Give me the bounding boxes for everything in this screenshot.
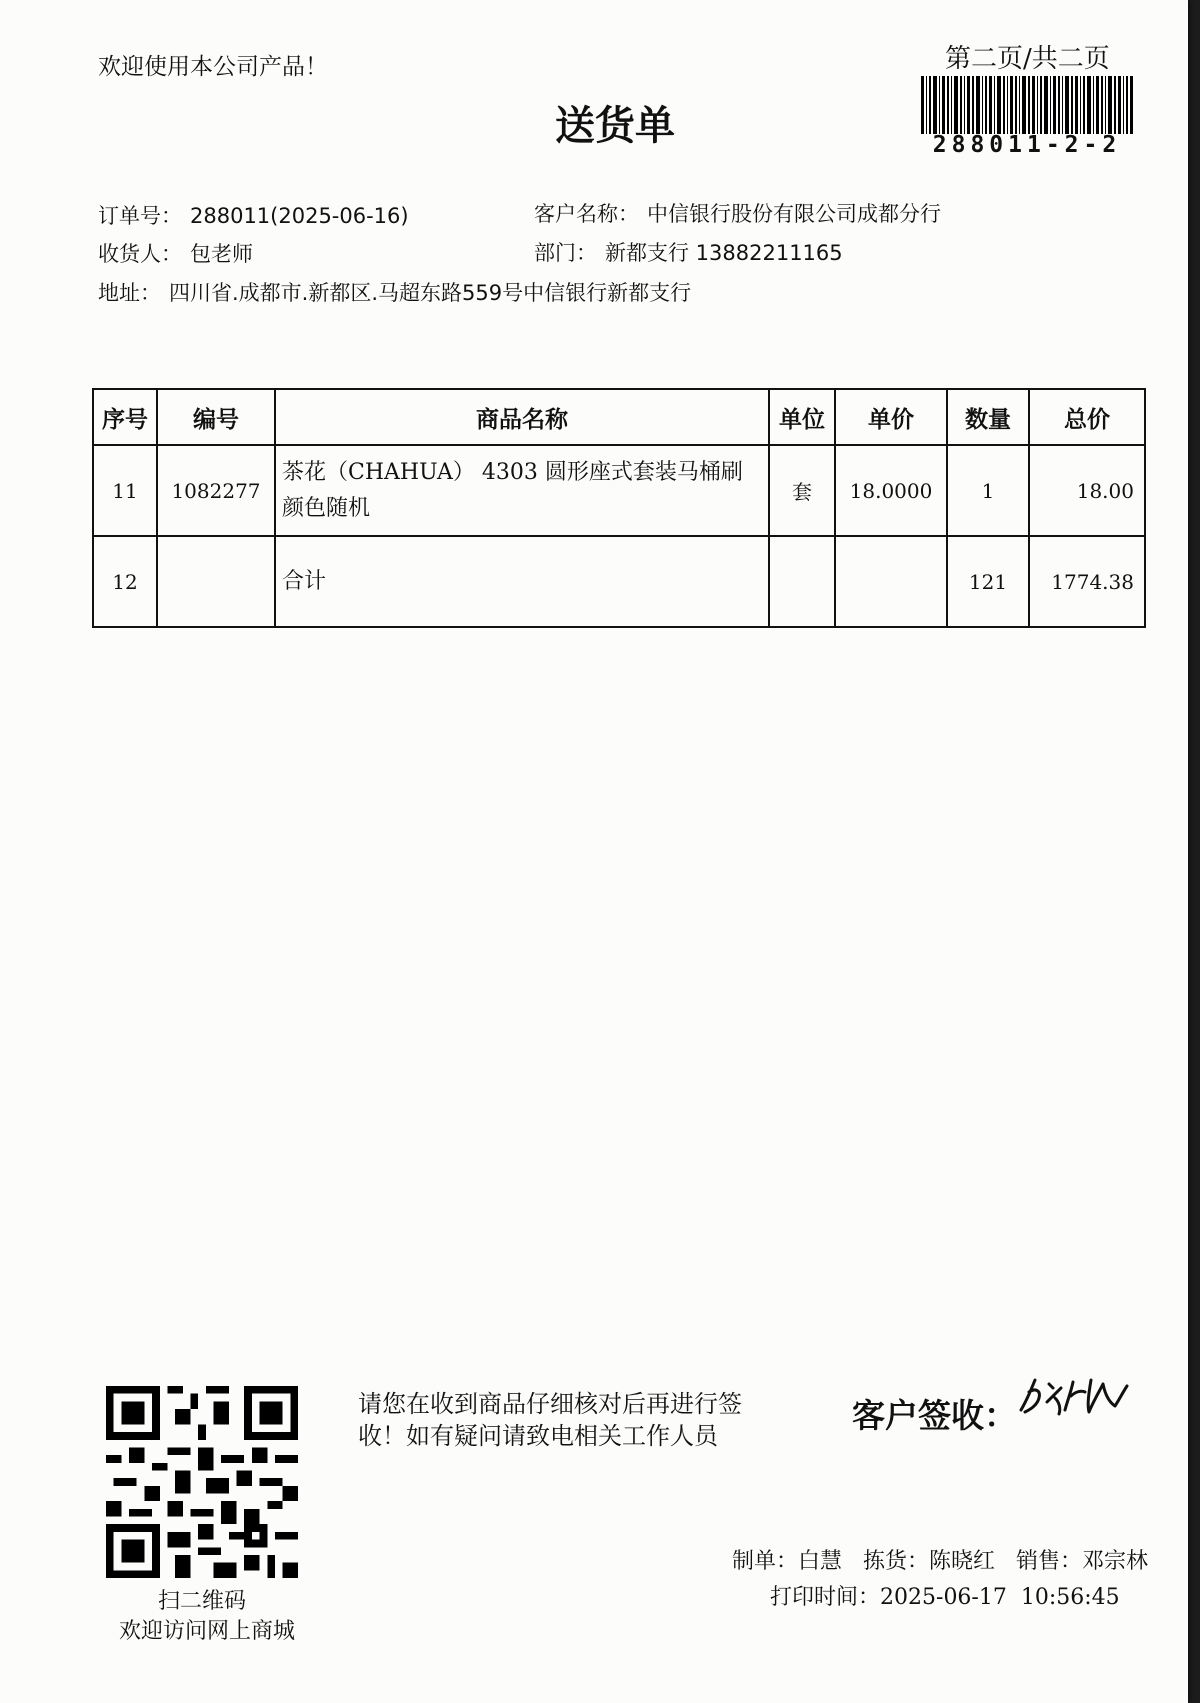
customer-sign-label: 客户签收： <box>852 1396 1017 1435</box>
document-title: 送货单 <box>555 102 675 149</box>
column-header-code: 编号 <box>157 389 275 445</box>
greeting-text: 欢迎使用本公司产品！ <box>98 54 328 80</box>
items-table <box>92 388 1146 628</box>
order-number-label: 订单号： <box>98 204 182 228</box>
address-value: 四川省.成都市.新都区.马超东路559号中信银行新都支行 <box>169 281 692 305</box>
cell-code <box>157 536 275 627</box>
barcode-image <box>921 76 1133 134</box>
order-number-field <box>98 200 409 230</box>
order-number-value: 288011(2025-06-16) <box>190 204 409 228</box>
qr-caption-shop: 欢迎访问网上商城 <box>118 1619 295 1644</box>
department-field <box>534 237 843 267</box>
print-time-line <box>770 1580 1120 1611</box>
department-value: 新都支行 13882211165 <box>605 241 843 265</box>
cell-quantity: 1 <box>947 445 1029 536</box>
cell-product-name: 茶花（CHAHUA） 4303 圆形座式套装马桶刷 颜色随机 <box>275 445 769 536</box>
address-field <box>98 277 691 307</box>
maker-label: 制单： <box>732 1549 799 1574</box>
column-header-seq: 序号 <box>93 389 157 445</box>
customer-name-field <box>534 198 941 228</box>
maker-value: 白慧 <box>798 1549 843 1574</box>
column-header-product-name: 商品名称 <box>275 389 769 445</box>
qr-caption-scan: 扫二维码 <box>157 1589 246 1614</box>
barcode-number: 288011-2-2 <box>932 132 1122 158</box>
cell-total: 1774.38 <box>1029 536 1145 627</box>
column-header-quantity: 数量 <box>947 389 1029 445</box>
qr-code-image <box>106 1386 298 1578</box>
table-row <box>93 445 1145 536</box>
cell-seq: 12 <box>93 536 157 627</box>
picker-label: 拣货： <box>863 1549 930 1574</box>
table-row <box>93 536 1145 627</box>
receiver-label: 收货人： <box>98 242 182 266</box>
print-time-label: 打印时间： <box>770 1585 881 1610</box>
page-indicator: 第二页/共二页 <box>945 44 1110 74</box>
customer-name-value: 中信银行股份有限公司成都分行 <box>647 202 941 226</box>
cell-seq: 11 <box>93 445 157 536</box>
address-label: 地址： <box>98 281 161 305</box>
cell-unit-price: 18.0000 <box>835 445 947 536</box>
cell-product-name: 合计 <box>275 536 769 627</box>
customer-name-label: 客户名称： <box>534 202 639 226</box>
sales-label: 销售： <box>1016 1549 1083 1574</box>
table-header-row <box>93 389 1145 445</box>
department-label: 部门： <box>534 241 597 265</box>
cell-unit <box>769 536 835 627</box>
column-header-unit: 单位 <box>769 389 835 445</box>
cell-code: 1082277 <box>157 445 275 536</box>
handwritten-signature <box>1015 1362 1130 1424</box>
print-time-value: 2025-06-17 10:56:45 <box>880 1585 1120 1610</box>
column-header-unit-price: 单价 <box>835 389 947 445</box>
picker-value: 陈晓红 <box>929 1549 996 1574</box>
cell-quantity: 121 <box>947 536 1029 627</box>
cell-unit-price <box>835 536 947 627</box>
column-header-total: 总价 <box>1029 389 1145 445</box>
staff-line <box>732 1544 1148 1575</box>
cell-unit: 套 <box>769 445 835 536</box>
receiver-value: 包老师 <box>190 242 253 266</box>
cell-total: 18.00 <box>1029 445 1145 536</box>
receipt-notice: 请您在收到商品仔细核对后再进行签收！如有疑问请致电相关工作人员 <box>358 1390 742 1450</box>
receiver-field <box>98 238 253 268</box>
sales-value: 邓宗林 <box>1082 1549 1149 1574</box>
